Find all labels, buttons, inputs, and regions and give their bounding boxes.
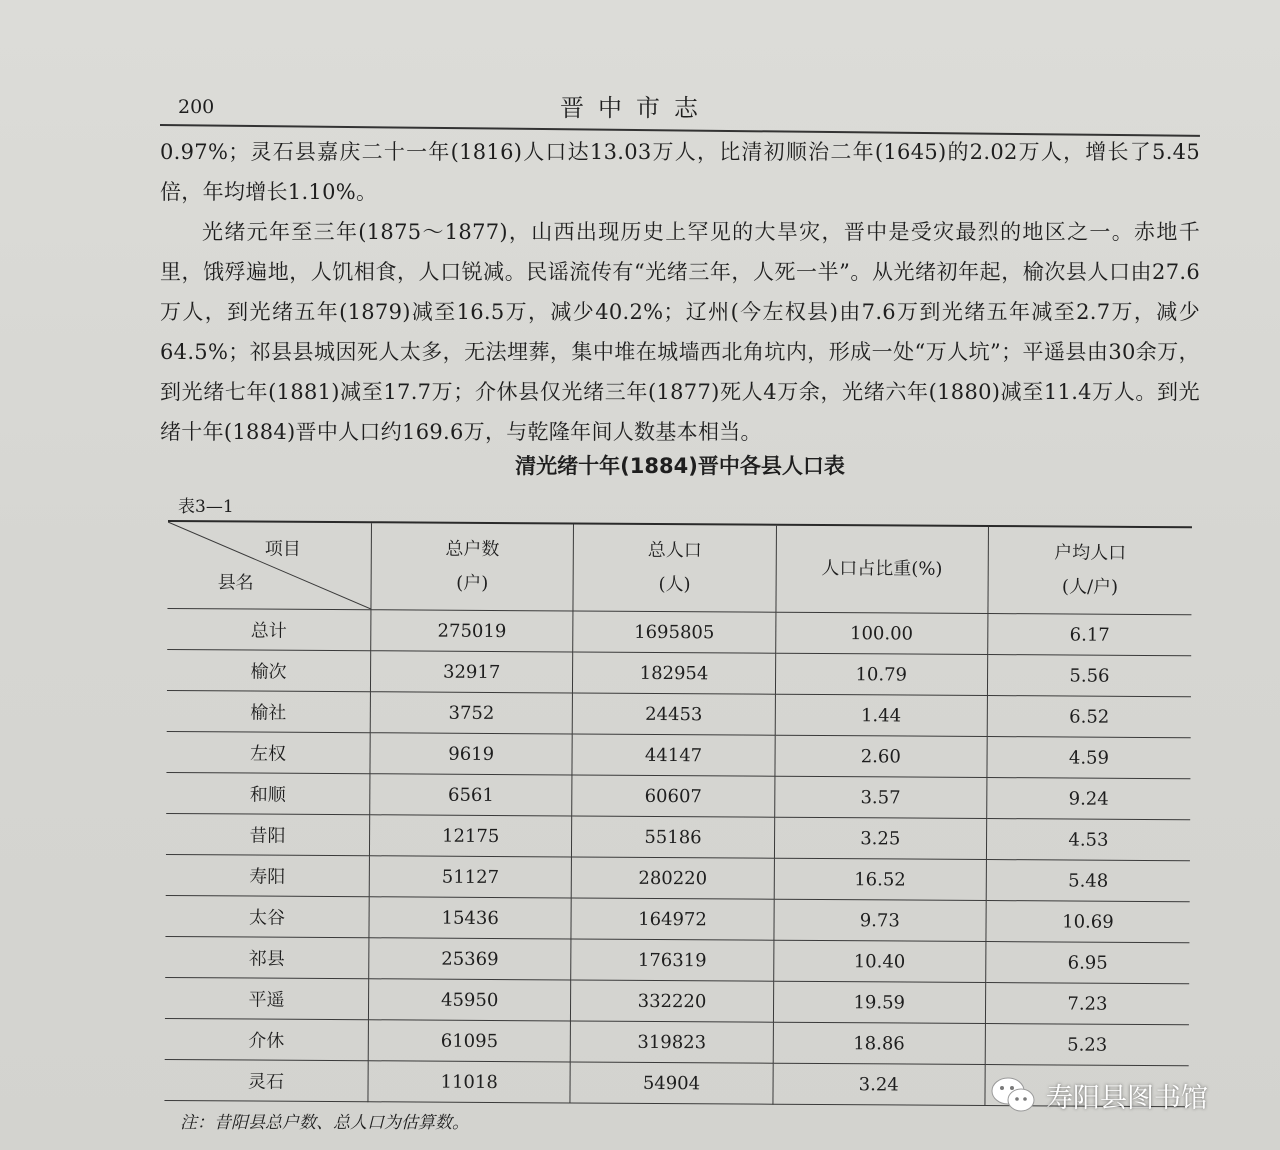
- county-cell: 介休: [165, 1018, 369, 1060]
- share-cell: 3.25: [774, 817, 986, 859]
- table-row: [166, 813, 1190, 860]
- households-cell: 11018: [368, 1061, 571, 1103]
- share-cell: 1.44: [775, 694, 987, 736]
- county-cell: 左权: [166, 731, 370, 773]
- population-cell: 332220: [571, 980, 774, 1022]
- county-cell: 榆次: [167, 649, 371, 691]
- column-header-population: [573, 523, 776, 612]
- households-cell: 51127: [369, 856, 572, 898]
- per-household-cell: 4.53: [986, 819, 1190, 861]
- table-footnote: 注：昔阳县总户数、总人口为估算数。: [180, 1113, 469, 1133]
- column-header-label: 人口占比重(%): [821, 557, 943, 580]
- per-household-cell: 5.48: [986, 860, 1190, 902]
- households-cell: 12175: [369, 815, 572, 857]
- page-number: 200: [178, 96, 215, 118]
- running-head: 晋中市志: [560, 94, 712, 122]
- population-cell: 280220: [571, 857, 774, 899]
- table-row: [165, 977, 1189, 1024]
- per-household-cell: 7.23: [985, 983, 1189, 1025]
- corner-label-item: 项目: [264, 538, 301, 560]
- share-cell: 18.86: [773, 1022, 985, 1064]
- county-cell: 灵石: [164, 1059, 368, 1101]
- households-cell: 6561: [370, 774, 573, 816]
- population-cell: 54904: [570, 1062, 773, 1104]
- per-household-cell: 10.69: [986, 901, 1190, 943]
- table-row: [167, 649, 1191, 696]
- households-cell: 32917: [370, 651, 573, 693]
- households-cell: 275019: [371, 610, 574, 652]
- table-id: 表3—1: [178, 497, 234, 517]
- table-row: [166, 731, 1190, 778]
- column-header-label: 总人口: [647, 539, 702, 562]
- paragraph-drought: 光绪元年至三年(1875～1877)，山西出现历史上罕见的大旱灾，晋中是受灾最烈的地区之一。赤地千里，饿殍遍地，人饥相食，人口锐减。民谣流传有“光绪三年，人死一半”。从光绪初年起，榆次县人口由27.6万人，到光绪五年(1879)减至16.5万，减少40.2%；辽州(今左权县)由7.6万到光绪五年减至2.7万，减少64.5%；祁县县城因死人太多，无法埋葬，集中堆在城墙西北角坑内，形成一处“万人坑”；平遥县由30余万，到光绪七年(1881)减至17.7万；介休县仅光绪三年(1877)死人4万余，光绪六年(1880)减至11.4万人。到光绪十年(1884)晋中人口约169.6万，与乾隆年间人数基本相当。: [160, 220, 1200, 444]
- households-cell: 15436: [369, 897, 572, 939]
- population-cell: 24453: [572, 693, 775, 735]
- corner-header-cell: [167, 521, 371, 610]
- column-header-per-household: [988, 526, 1192, 615]
- population-cell: 182954: [573, 652, 776, 694]
- table-row: [166, 772, 1190, 819]
- table-row: [166, 854, 1190, 901]
- population-cell: 319823: [570, 1021, 773, 1063]
- county-cell: 总计: [167, 608, 371, 650]
- county-cell: 祁县: [165, 936, 369, 978]
- per-household-cell: 5.56: [987, 655, 1191, 697]
- county-cell: 昔阳: [166, 813, 370, 855]
- population-cell: 176319: [571, 939, 774, 981]
- column-header-unit: (户): [456, 572, 489, 594]
- population-table: [164, 520, 1192, 1107]
- county-cell: 和顺: [166, 772, 370, 814]
- share-cell: 10.40: [773, 940, 985, 982]
- table-row: [165, 936, 1189, 983]
- share-cell: 16.52: [774, 858, 986, 900]
- watermark-text: 寿阳县图书馆: [1046, 1082, 1208, 1114]
- population-cell: 44147: [572, 734, 775, 776]
- share-cell: 9.73: [774, 899, 986, 941]
- population-cell: 60607: [572, 775, 775, 817]
- share-cell: 10.79: [775, 653, 987, 695]
- watermark: [990, 1070, 1208, 1120]
- county-cell: 太谷: [165, 895, 369, 937]
- households-cell: 61095: [368, 1020, 571, 1062]
- per-household-cell: 6.17: [987, 614, 1191, 656]
- table-row: [167, 690, 1191, 737]
- share-cell: 3.57: [774, 776, 986, 818]
- table-body: [164, 608, 1191, 1106]
- table-row: [165, 895, 1189, 942]
- share-cell: 2.60: [775, 735, 987, 777]
- per-household-cell: 6.95: [985, 942, 1189, 984]
- share-cell: 100.00: [775, 612, 987, 654]
- column-header-label: 总户数: [445, 538, 500, 561]
- corner-label-county: 县名: [217, 572, 254, 594]
- body-text: [160, 132, 1200, 452]
- share-cell: 19.59: [773, 981, 985, 1023]
- per-household-cell: 9.24: [986, 778, 1190, 820]
- column-header-households: [371, 522, 574, 611]
- table-row: [167, 608, 1191, 655]
- wechat-icon: [990, 1075, 1036, 1115]
- households-cell: 9619: [370, 733, 573, 775]
- share-cell: 3.24: [773, 1063, 985, 1105]
- column-header-unit: (人/户): [1061, 576, 1119, 598]
- county-cell: 寿阳: [166, 854, 370, 896]
- paragraph-continuation: 0.97%；灵石县嘉庆二十一年(1816)人口达13.03万人，比清初顺治二年(1645)的2.02万人，增长了5.45倍，年均增长1.10%。: [160, 140, 1200, 204]
- column-header-share: [776, 525, 989, 614]
- households-cell: 3752: [370, 692, 573, 734]
- table-header-row: [167, 521, 1192, 615]
- per-household-cell: 5.23: [985, 1024, 1189, 1066]
- column-header-label: 户均人口: [1054, 542, 1127, 564]
- population-cell: 164972: [571, 898, 774, 940]
- population-cell: 55186: [572, 816, 775, 858]
- population-cell: 1695805: [573, 611, 776, 653]
- households-cell: 45950: [368, 979, 571, 1021]
- households-cell: 25369: [369, 938, 572, 980]
- county-cell: 榆社: [167, 690, 371, 732]
- per-household-cell: 4.59: [987, 737, 1191, 779]
- column-header-unit: (人): [658, 573, 691, 596]
- table-title: 清光绪十年(1884)晋中各县人口表: [515, 454, 845, 478]
- county-cell: 平遥: [165, 977, 369, 1019]
- table-row: [165, 1018, 1189, 1065]
- per-household-cell: 6.52: [987, 696, 1191, 738]
